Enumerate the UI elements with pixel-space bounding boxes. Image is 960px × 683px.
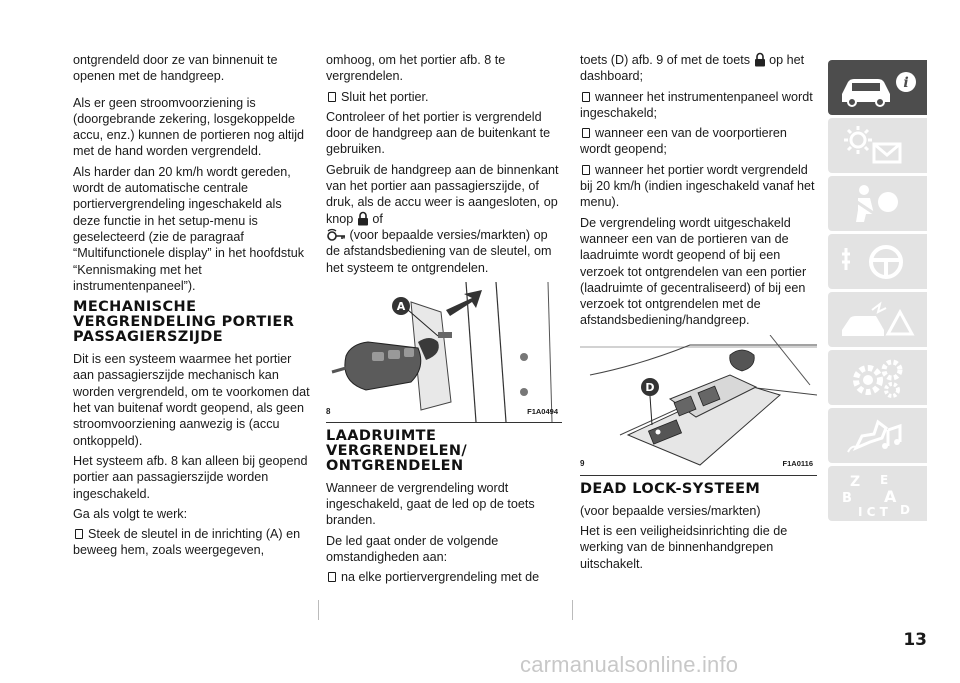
- bullet-icon: [326, 572, 337, 582]
- section-heading: DEAD LOCK-SYSTEEM: [580, 480, 761, 497]
- steering-wheel-icon: [828, 234, 927, 289]
- chapter-tabs: [828, 60, 927, 524]
- bullet-icon: [580, 165, 591, 175]
- column-divider: [318, 600, 319, 620]
- watermark: carmanualsonline.info: [520, 652, 739, 677]
- tab-car-info[interactable]: [828, 60, 927, 115]
- column-3: [580, 52, 817, 576]
- svg-text:A: A: [884, 487, 897, 506]
- emergency-icon: [828, 292, 927, 347]
- tab-index[interactable]: [828, 466, 927, 521]
- paragraph: [326, 162, 562, 276]
- svg-text:i: i: [903, 75, 909, 91]
- paragraph: [580, 52, 817, 85]
- section-heading: LAADRUIMTE VERGRENDELEN/ ONTGRENDELEN: [326, 427, 468, 474]
- multimedia-icon: [828, 408, 927, 463]
- paragraph: Het systeem afb. 8 kan alleen bij geopend portier aan passagierszijde worden ingeschakeld.: [73, 453, 308, 501]
- bullet-icon: [580, 92, 591, 102]
- bullet-item: [73, 526, 310, 559]
- paragraph-text: (voor bepaalde versies/markten) op de afstandsbediening van de sleutel, om het systeem te ontgrendelen.: [326, 227, 552, 275]
- maintenance-gears-icon: [828, 350, 927, 405]
- figure-door-lock: [326, 282, 562, 423]
- bullet-item: [580, 89, 817, 122]
- svg-text:B: B: [842, 491, 852, 506]
- car-info-icon: [828, 60, 927, 115]
- bullet-item: [580, 125, 817, 158]
- tab-multimedia[interactable]: [828, 408, 927, 463]
- figure-code: F1A0116: [782, 459, 813, 469]
- door-key-illustration: [326, 282, 562, 422]
- bullet-text: Steek de sleutel in de inrichting (A) en beweeg hem, zoals weergegeven,: [73, 527, 301, 558]
- padlock-icon: [754, 52, 766, 67]
- bullet-icon: [580, 128, 591, 138]
- svg-text:I C T: I C T: [858, 505, 888, 519]
- figure-code: F1A0494: [527, 406, 558, 416]
- paragraph-text: toets (D) afb. 9 of met de toets: [580, 53, 751, 67]
- figure-number: 9: [580, 459, 585, 469]
- tab-warning-lights[interactable]: [828, 118, 927, 173]
- paragraph: (voor bepaalde versies/markten): [580, 503, 761, 518]
- column-1: [73, 52, 310, 563]
- paragraph-text: Gebruik de handgreep aan de binnenkant van het portier aan passagierszijde, of druk, als de accu weer is aangesloten, op knop: [326, 162, 559, 226]
- figure-number: 8: [326, 406, 331, 416]
- tab-maintenance[interactable]: [828, 350, 927, 405]
- paragraph-text: of: [372, 211, 383, 226]
- bullet-text: wanneer het portier wordt vergrendeld bij 20 km/h (indien ingeschakeld vanaf het menu).: [580, 162, 815, 210]
- page-number: 13: [903, 630, 927, 650]
- paragraph: Ga als volgt te werk:: [73, 506, 188, 521]
- airbag-safety-icon: [828, 176, 927, 231]
- bullet-item: [326, 569, 562, 585]
- tab-airbag-safety[interactable]: [828, 176, 927, 231]
- bullet-icon: [326, 92, 337, 102]
- paragraph: Als harder dan 20 km/h wordt gereden, wordt de automatische centrale portiervergrendeling ingeschakeld als deze functie in het setup-menu is geselecteerd (zie de paragraaf “Multifunctionele display” in het hoofdstuk “Kennismaking met het instrumentenpaneel”).: [73, 164, 305, 293]
- paragraph: Controleer of het portier is vergrendeld door de handgreep aan de buitenkant te gebruiken.: [326, 109, 551, 157]
- column-2: [326, 52, 562, 590]
- tab-emergency[interactable]: [828, 292, 927, 347]
- index-letters-icon: [828, 466, 927, 521]
- svg-text:Z: Z: [850, 474, 861, 490]
- paragraph-text: op het dashboard;: [580, 53, 805, 84]
- tab-steering-wheel[interactable]: [828, 234, 927, 289]
- svg-text:D: D: [900, 503, 910, 517]
- bullet-text: Sluit het portier.: [341, 89, 429, 104]
- bullet-text: wanneer het instrumentenpaneel wordt ingeschakeld;: [580, 89, 813, 120]
- column-divider: [572, 600, 573, 620]
- bullet-icon: [73, 529, 84, 539]
- paragraph: Als er geen stroomvoorziening is (doorgebrande zekering, losgekoppelde accu, enz.) kunnen de portieren nog altijd met de hand worden vergrendeld.: [73, 95, 305, 159]
- svg-text:E: E: [880, 473, 889, 487]
- paragraph: ontgrendeld door ze van binnenuit te openen met de handgreep.: [73, 53, 278, 84]
- paragraph: Dit is een systeem waarmee het portier aan passagierszijde mechanisch kan worden vergrendeld, om te voorkomen dat het van buitenaf wordt geopend, als geen stroomvoorziening aanwezig is (accu ontkoppeld).: [73, 352, 310, 448]
- figure-door-panel: [580, 335, 817, 476]
- bullet-item: [580, 162, 817, 211]
- bullet-text: wanneer een van de voorportieren wordt geopend;: [580, 126, 787, 157]
- paragraph: Het is een veiligheidsinrichting die de werking van de binnenhandgrepen uitschakelt.: [580, 524, 788, 571]
- callout-a: A: [396, 299, 406, 313]
- section-heading: MECHANISCHE VERGRENDELING PORTIER PASSAGIERSZIJDE: [73, 299, 295, 346]
- paragraph: Wanneer de vergrendeling wordt ingeschakeld, gaat de led op de toets branden.: [326, 480, 535, 528]
- paragraph: De vergrendeling wordt uitgeschakeld wanneer een van de portieren van de laadruimte wordt geopend of bij een verzoek tot ontgrendelen van een portier (laadruimte of gecentraliseerd) of bij een verzoek tot ontgrendelen met de afstandsbediening/handgreep.: [580, 215, 807, 328]
- warning-lights-icon: [828, 118, 927, 173]
- padlock-icon: [357, 211, 369, 226]
- bullet-item: [326, 89, 562, 105]
- bullet-text: na elke portiervergrendeling met de: [341, 570, 540, 585]
- paragraph: De led gaat onder de volgende omstandigheden aan:: [326, 533, 499, 565]
- key-unlock-icon: [326, 228, 346, 242]
- door-panel-illustration: [580, 335, 817, 475]
- callout-d: D: [645, 380, 655, 394]
- paragraph: omhoog, om het portier afb. 8 te vergrendelen.: [326, 53, 506, 84]
